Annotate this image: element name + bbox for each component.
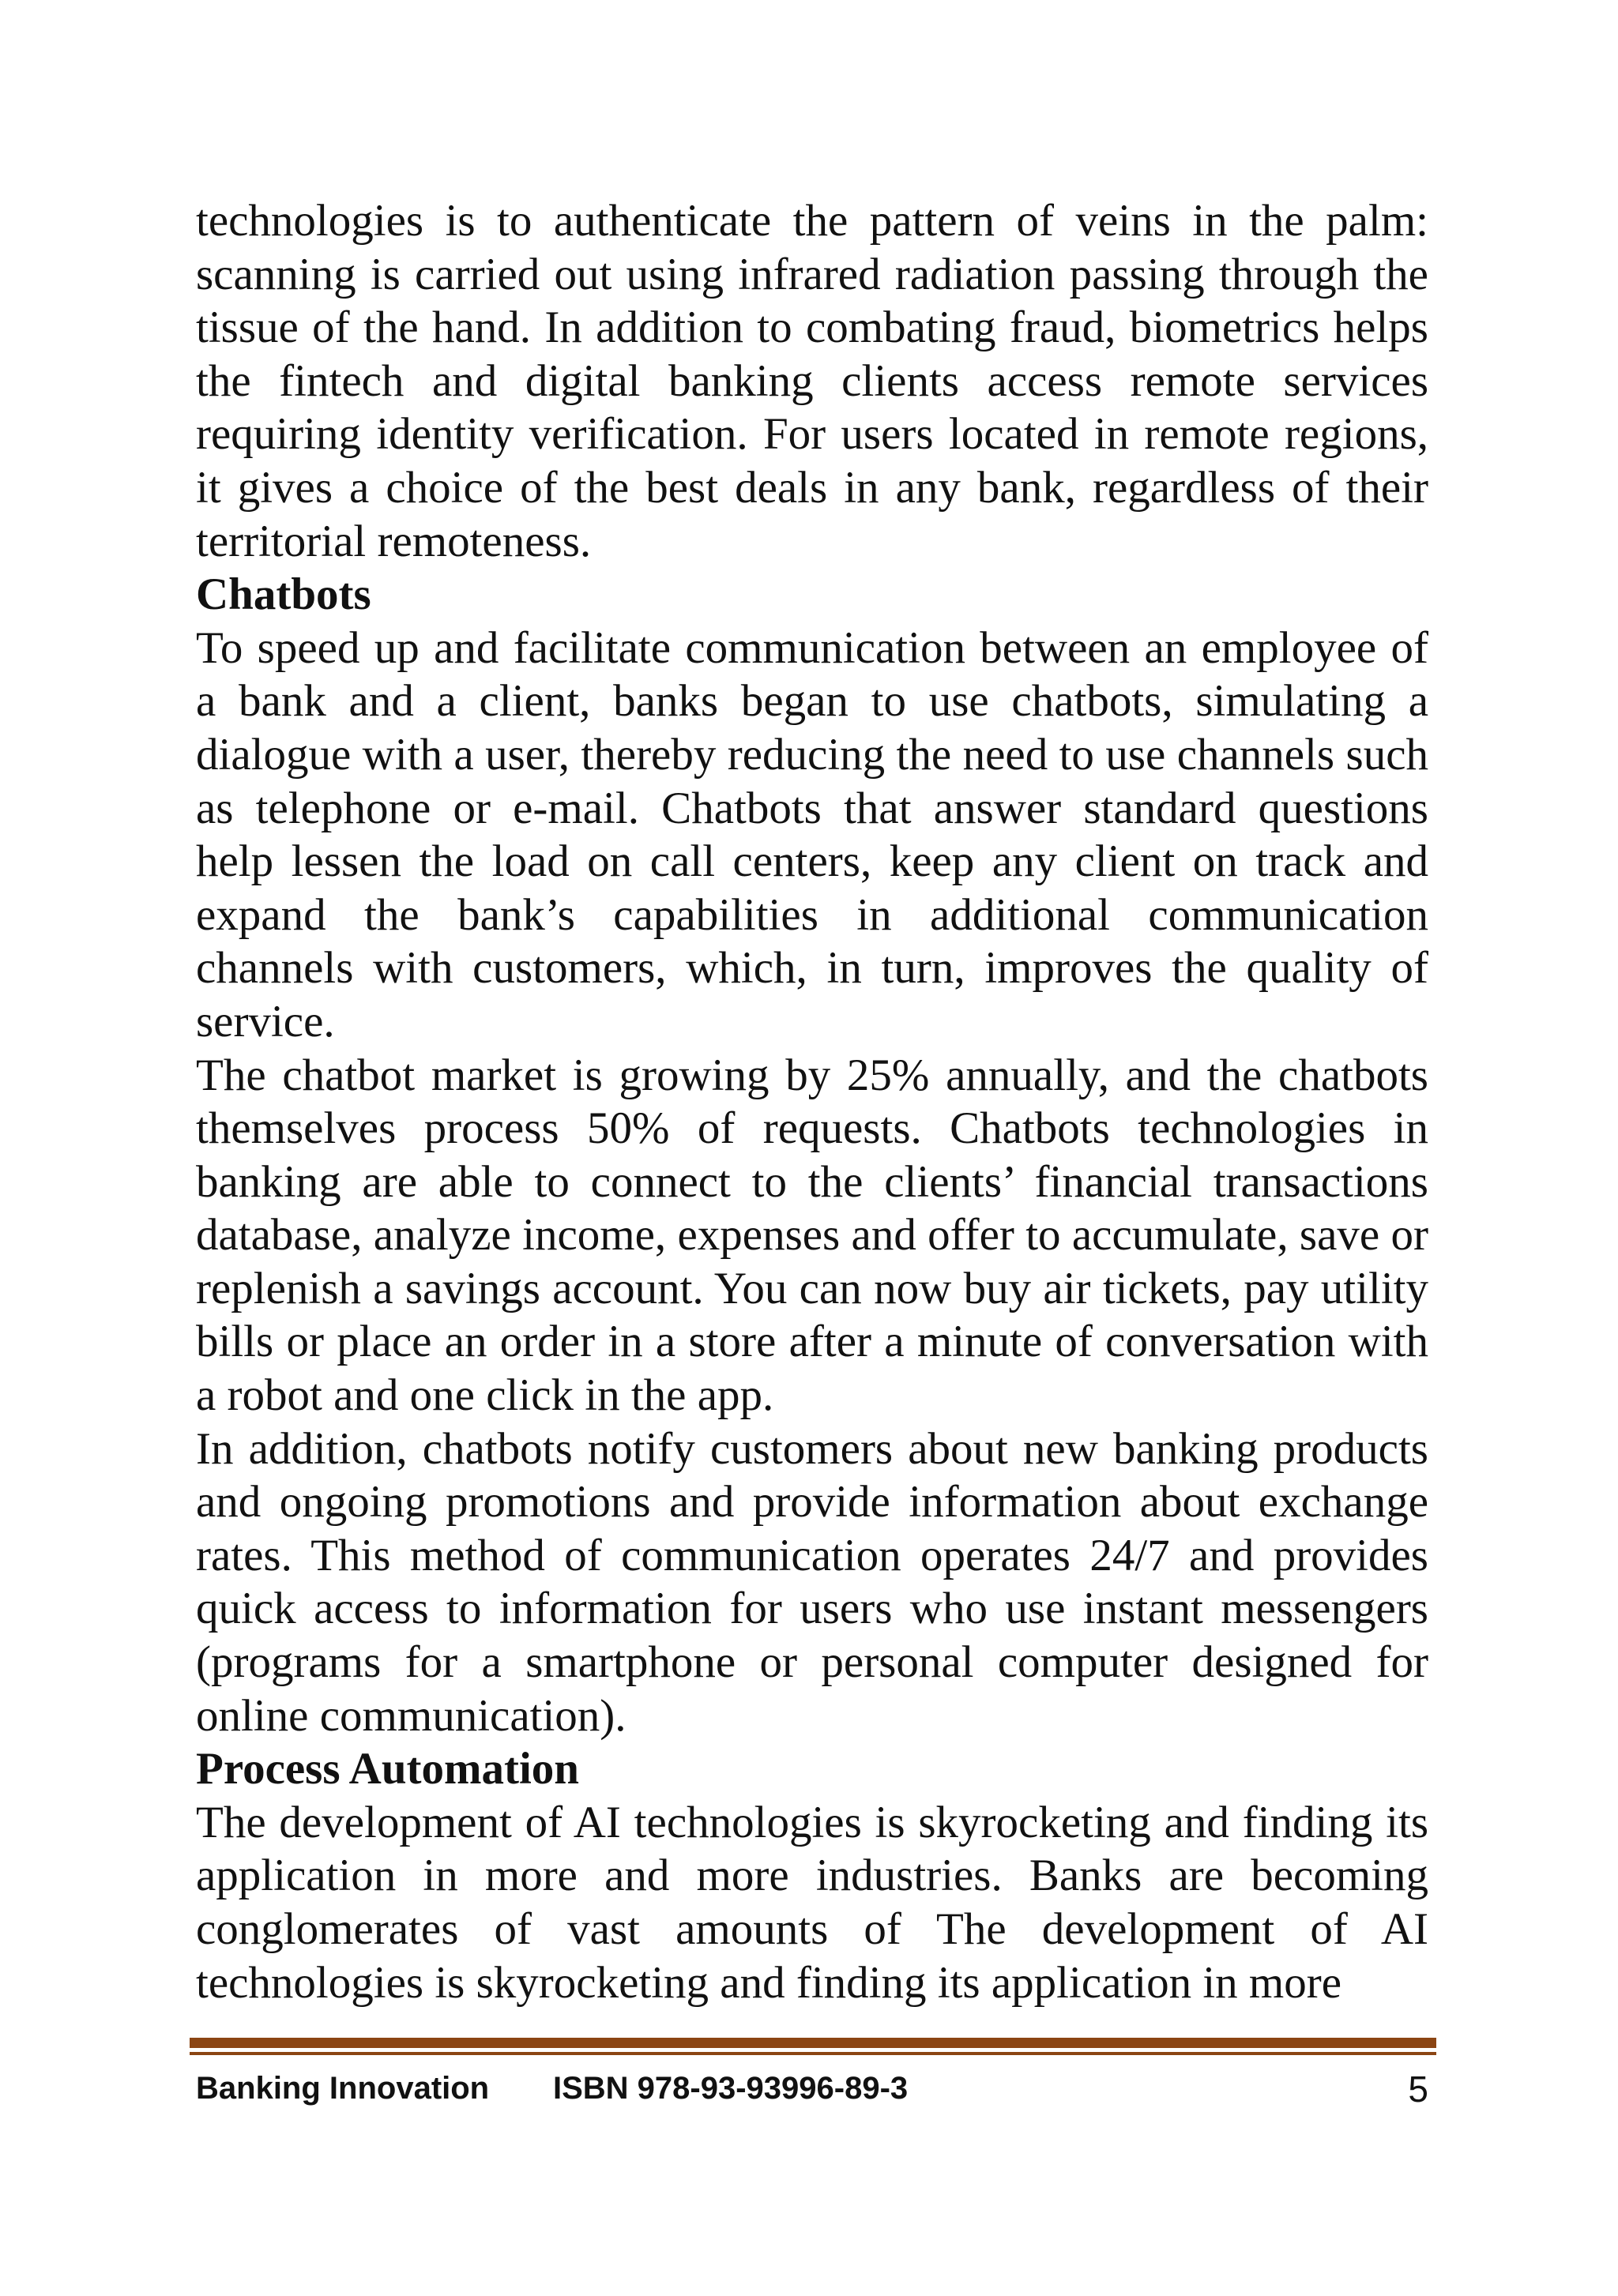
footer-isbn: ISBN 978-93-93996-89-3	[553, 2071, 909, 2106]
footer-rule-thin	[190, 2052, 1436, 2055]
paragraph-process-automation: The development of AI technologies is skyrocketing and finding its application in more and more industries. Banks are becoming conglomerates of vast amounts of The development of AI technologies is skyrocketing and finding its application in more	[196, 1797, 1428, 2008]
page-footer	[196, 2071, 1428, 2118]
paragraph-chatbot-notifications: In addition, chatbots notify customers about new banking products and ongoing promotions and provide information about exchange rates. This method of communication operates 24/7 and provides quick access to information for users who use instant messengers (programs for a smartphone or personal computer designed for online communication).	[196, 1423, 1428, 1741]
footer-rule-thick	[190, 2038, 1436, 2048]
section-heading-process-automation: Process Automation	[196, 1744, 580, 1794]
body-text	[196, 194, 1428, 2009]
page-number: 5	[1408, 2069, 1428, 2110]
paragraph-chatbot-market: The chatbot market is growing by 25% annually, and the chatbots themselves process 50% of requests. Chatbots technologies in banking are able to connect to the clients’ financial transactions database, analyze income, expenses and offer to accumulate, save or replenish a savings account. You can now buy air tickets, pay utility bills or place an order in a store after a minute of conversation with a robot and one click in the app.	[196, 1050, 1428, 1421]
section-heading-chatbots: Chatbots	[196, 569, 371, 620]
paragraph-biometrics-continued: technologies is to authenticate the pattern of veins in the palm: scanning is carried out using infrared radiation passing through the tissue of the hand. In addition to combating fraud, biometrics helps the fintech and digital banking clients access remote services requiring identity verification. For users located in remote regions, it gives a choice of the best deals in any bank, regardless of their territorial remoteness.	[196, 196, 1428, 566]
footer-book-title: Banking Innovation	[196, 2071, 490, 2106]
paragraph-chatbots-intro: To speed up and facilitate communication between an employee of a bank and a client, banks began to use chatbots, simulating a dialogue with a user, thereby reducing the need to use channels such as telephone or e-mail. Chatbots that answer standard questions help lessen the load on call centers, keep any client on track and expand the bank’s capabilities in additional communication channels with customers, which, in turn, improves the quality of service.	[196, 622, 1428, 1047]
